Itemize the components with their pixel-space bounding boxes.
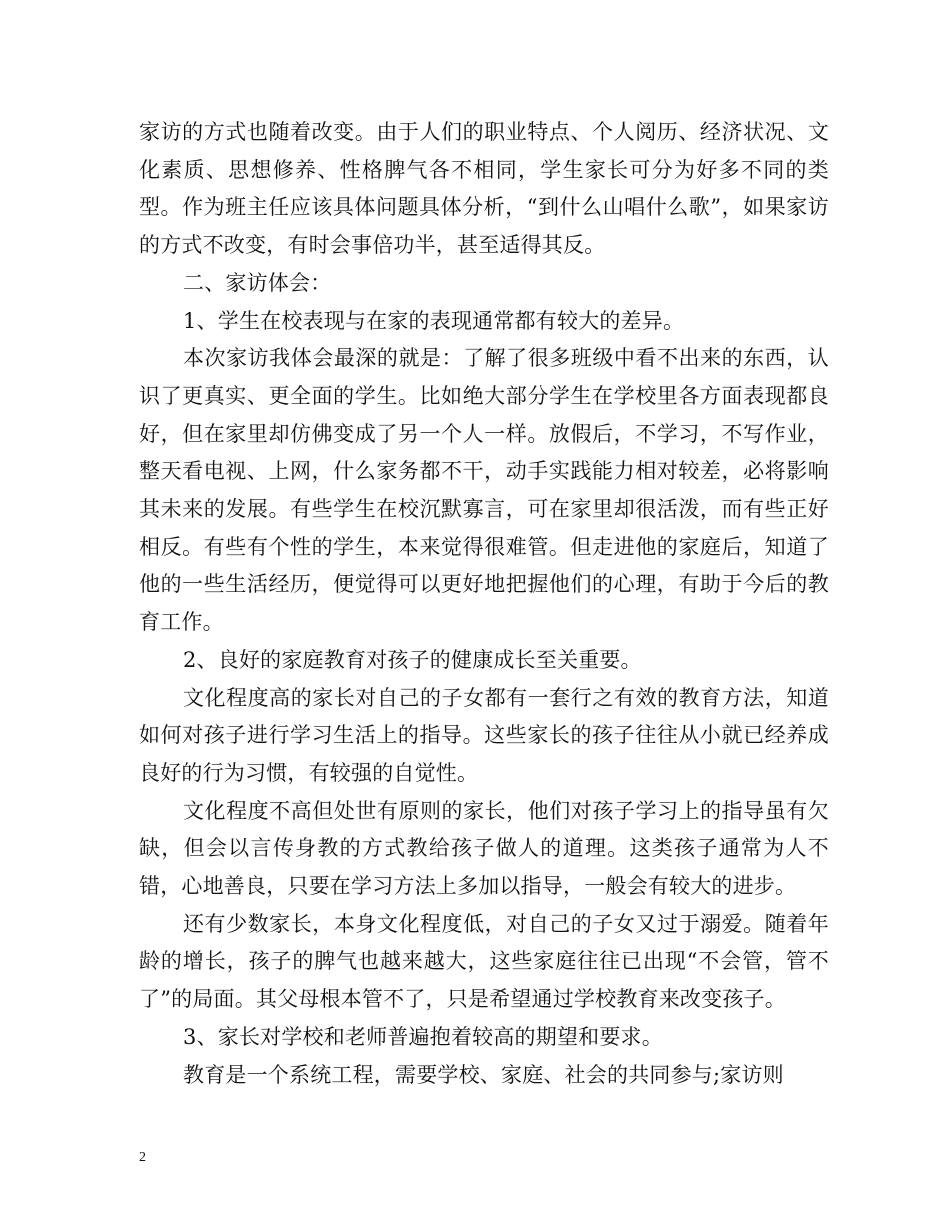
section-heading: 二、家访体会： bbox=[183, 270, 332, 295]
document-body bbox=[139, 114, 829, 1094]
paragraph: 还有少数家长，本身文化程度低，对自己的子女又过于溺爱。随着年龄的增长，孩子的脾气也越来越大，这些家庭往往已出现“不会管，管不了”的局面。其父母根本管不了，只是希望通过学校教育来改变孩子。 bbox=[139, 911, 829, 1012]
paragraph: 教育是一个系统工程，需要学校、家庭、社会的共同参与;家访则 bbox=[183, 1062, 784, 1087]
paragraph: 家访的方式也随着改变。由于人们的职业特点、个人阅历、经济状况、文化素质、思想修养、性格脾气各不相同，学生家长可分为好多不同的类型。作为班主任应该具体问题具体分析，“到什么山唱什么歌”，如果家访的方式不改变，有时会事倍功半，甚至适得其反。 bbox=[139, 120, 829, 258]
page-number: 2 bbox=[139, 1150, 146, 1165]
paragraph: 文化程度不高但处世有原则的家长，他们对孩子学习上的指导虽有欠缺，但会以言传身教的方式教给孩子做人的道理。这类孩子通常为人不错，心地善良，只要在学习方法上多加以指导，一般会有较大的进步。 bbox=[139, 798, 829, 899]
subheading: 2、良好的家庭教育对孩子的健康成长至关重要。 bbox=[183, 647, 642, 672]
subheading: 3、家长对学校和老师普遍抱着较高的期望和要求。 bbox=[183, 1024, 663, 1049]
paragraph: 本次家访我体会最深的就是：了解了很多班级中看不出来的东西，认识了更真实、更全面的学生。比如绝大部分学生在学校里各方面表现都良好，但在家里却仿佛变成了另一个人一样。放假后，不学习，不写作业，整天看电视、上网，什么家务都不干，动手实践能力相对较差，必将影响其未来的发展。有些学生在校沉默寡言，可在家里却很活泼，而有些正好相反。有些有个性的学生，本来觉得很难管。但走进他的家庭后，知道了他的一些生活经历，便觉得可以更好地把握他们的心理，有助于今后的教育工作。 bbox=[139, 346, 829, 635]
subheading: 1、学生在校表现与在家的表现通常都有较大的差异。 bbox=[183, 308, 685, 333]
paragraph: 文化程度高的家长对自己的子女都有一套行之有效的教育方法，知道如何对孩子进行学习生活上的指导。这些家长的孩子往往从小就已经养成良好的行为习惯，有较强的自觉性。 bbox=[139, 685, 829, 785]
